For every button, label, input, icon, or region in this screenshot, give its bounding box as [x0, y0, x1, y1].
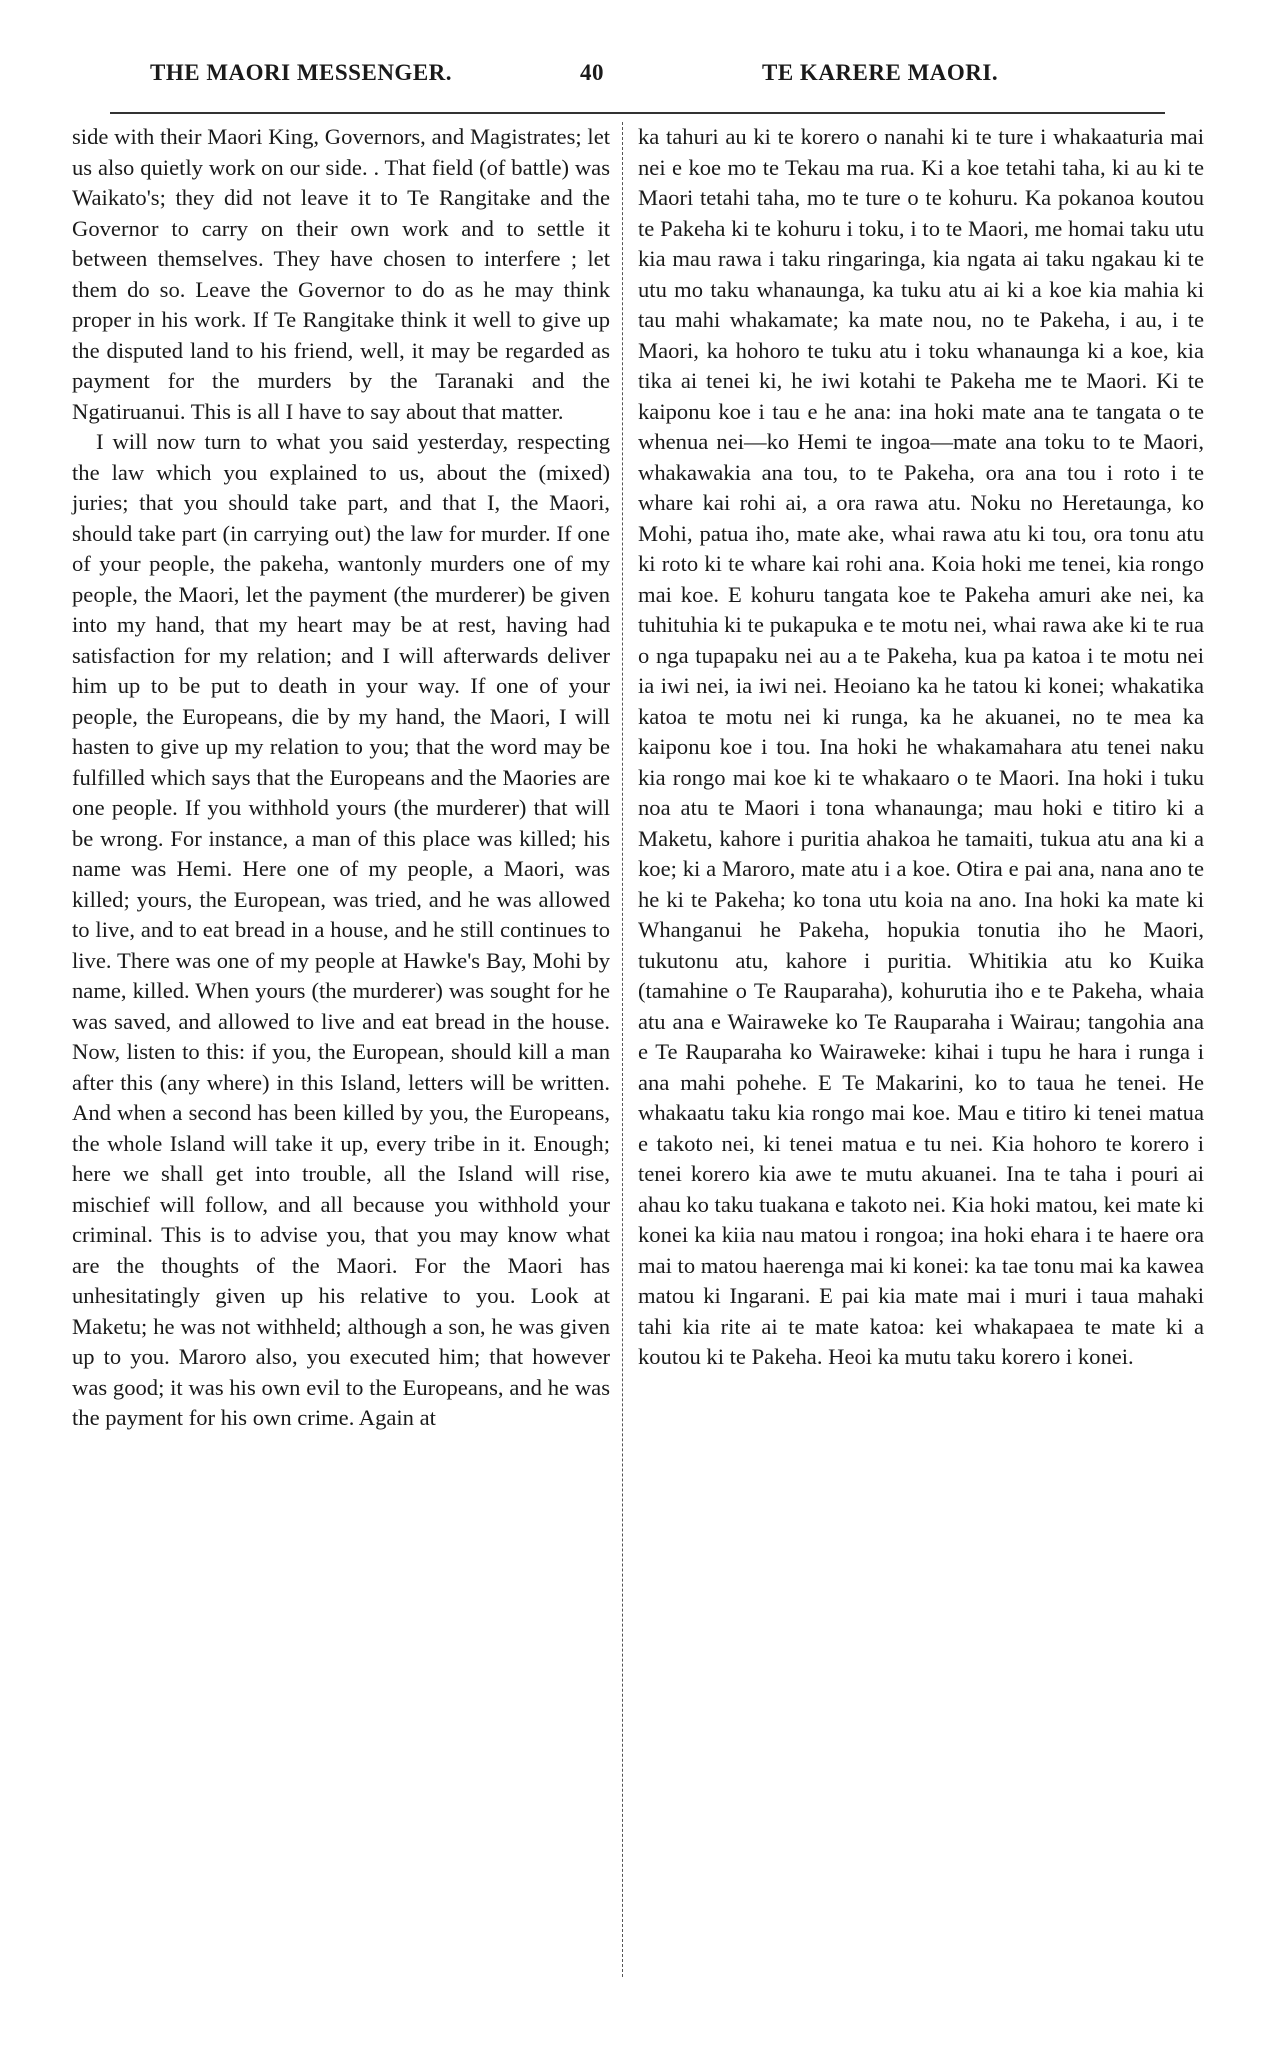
maori-column	[638, 122, 1204, 1373]
english-paragraph: side with their Maori King, Governors, and Magistrates; let us also quietly work on our side. . That field (of battle) was Waikato's; they did not leave it to Te Rangitake and the Governor to carry on their own work and to settle it between themselves. They have chosen to interfere ; let them do so. Leave the Governor to do as he may think proper in his work. If Te Rangitake think it well to give up the disputed land to his friend, well, it may be regarded as payment for the murders by the Taranaki and the Ngatiruanui. This is all I have to say about that matter.	[72, 124, 610, 424]
english-paragraph: I will now turn to what you said yesterday, respecting the law which you explained to us, about the (mixed) juries; that you should take part, and that I, the Maori, should take part (in carrying out) the law for murder. If one of your people, the pakeha, wantonly murders one of my people, the Maori, let the payment (the murderer) be given into my hand, that my heart may be at rest, having had satisfaction for my relation; and I will afterwards deliver him up to be put to death in your way. If one of your people, the Europeans, die by my hand, the Maori, I will hasten to give up my relation to you; that the word may be fulfilled which says that the Europeans and the Maories are one people. If you withhold yours (the murderer) that will be wrong. For instance, a man of this place was killed; his name was Hemi. Here one of my people, a Maori, was killed; yours, the European, was tried, and he was allowed to live, and to eat bread in a house, and he still continues to live. There was one of my people at Hawke's Bay, Mohi by name, killed. When yours (the murderer) was sought for he was saved, and allowed to live and eat bread in the house. Now, listen to this: if you, the European, should kill a man after this (any where) in this Island, letters will be written. And when a second has been killed by you, the Europeans, the whole Island will take it up, every tribe in it. Enough; here we shall get into trouble, all the Island will rise, mischief will follow, and all because you withhold your criminal. This is to advise you, that you may know what are the thoughts of the Maori. For the Maori has unhesitatingly given up his relative to you. Look at Maketu; he was not withheld; although a son, he was given up to you. Maroro also, you executed him; that however was good; it was his own evil to the Europeans, and he was the payment for his own crime. Again at	[72, 429, 610, 1430]
page-number: 40	[580, 60, 604, 85]
page-header	[150, 60, 1160, 100]
english-masthead: THE MAORI MESSENGER.	[150, 60, 453, 85]
header-rule	[110, 112, 1165, 114]
english-column	[72, 122, 610, 1434]
maori-masthead: TE KARERE MAORI.	[762, 60, 999, 85]
column-divider	[622, 122, 623, 1977]
maori-paragraph: ka tahuri au ki te korero o nanahi ki te ture i whakaaturia mai nei e koe mo te Tekau ma rua. Ki a koe tetahi taha, ki au ki te Maori tetahi taha, mo te ture o te kohuru. Ka pokanoa koutou te Pakeha ki te kohuru i toku, i to te Maori, me homai taku utu kia mau rawa i taku ringaringa, kia ngata ai taku ngakau ki te utu mo taku whanaunga, ka tuku atu ai ki a koe kia mahia ki tau mahi whakamate; ka mate nou, no te Pakeha, i au, i te Maori, ka hohoro te tuku atu i toku whanaunga ki a koe, kia tika ai tenei ki, he iwi kotahi te Pakeha me te Maori. Ki te kaiponu koe i tau e he ana: ina hoki mate ana te tangata o te whenua nei—ko Hemi te ingoa—mate ana toku to te Maori, whakawakia ana tou, to te Pakeha, ora ana tou i roto i te whare kai rohi ai, a ora rawa atu. Noku no Heretaunga, ko Mohi, patua iho, mate ake, whai rawa atu ki tou, ora tonu atu ki roto ki te whare kai rohi ana. Koia hoki me tenei, kia rongo mai koe. E kohuru tangata koe te Pakeha amuri ake nei, ka tuhituhia ki te pukapuka e te motu nei, whai rawa ake ki te rua o nga tupapaku nei au a te Pakeha, kua pa katoa i te motu nei ia iwi nei, ia iwi nei. Heoiano ka he tatou ki konei; whakatika katoa te motu nei ki runga, ka he akuanei, no te mea ka kaiponu koe i tou. Ina hoki he whakamahara atu tenei naku kia rongo mai koe ki te whakaaro o te Maori. Ina hoki i tuku noa atu te Maori i tona whanaunga; mau hoki e titiro ki a Maketu, kahore i puritia ahakoa he tamaiti, tukua atu ana ki a koe; ki a Maroro, mate atu i a koe. Otira e pai ana, nana ano te he ki te Pakeha; ko tona utu koia na ano. Ina hoki ka mate ki Whanganui he Pakeha, hopukia tonutia iho he Maori, tukutonu atu, kahore i puritia. Whitikia atu ko Kuika (tamahine o Te Rauparaha), kohurutia iho e te Pakeha, whaia atu ana e Wairaweke ko Te Rauparaha i Wairau; tangohia ana e Te Rauparaha ko Wairaweke: kihai i tupu he hara i runga i ana mahi pohehe. E Te Makarini, ko to taua he tenei. He whakaatu taku kia rongo mai koe. Mau e titiro ki tenei matua e takoto nei, ki tenei matua e tu nei. Kia hohoro te korero i tenei korero kia awe te mutu akuanei. Ina te taha i pouri ai ahau ko taku tuakana e takoto nei. Kia hoki matou, kei mate ki konei ka kiia nau matou i rongoa; ina hoki ehara i te haere ora mai to matou haerenga mai ki konei: ka tae tonu mai ka kawea matou ki Ingarani. E pai kia mate mai i muri i taua mahaki tahi kia rite ai te mate katoa: kei whakapaea te mate ki a koutou ki te Pakeha. Heoi ka mutu taku korero i konei.	[638, 124, 1204, 1369]
